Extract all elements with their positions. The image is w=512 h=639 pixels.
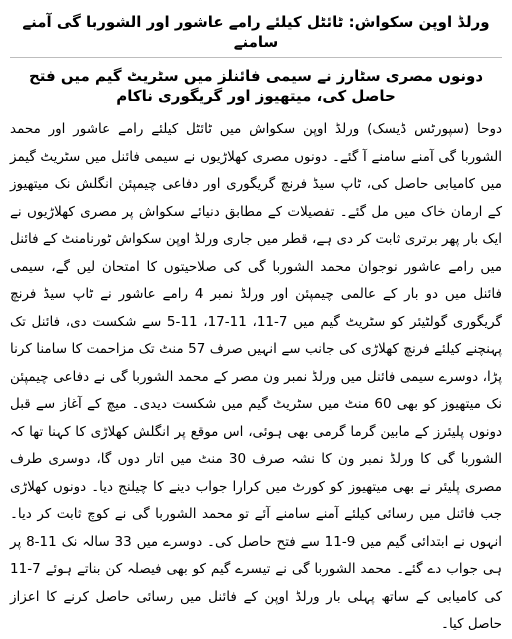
article-body: دوحا (سپورٹس ڈیسک) ورلڈ اوپن سکواش میں ٹائٹل کیلئے رامے عاشور اور محمد الشوربا گی آمنے سامنے آ گئے۔ دونوں مصری کھلاڑیوں نے سیمی فائنل میں سٹریٹ گیمز میں کامیابی حاصل کی، ٹاپ سیڈ فرنچ گریگوری اور دفاعی چیمپئن انگلش نک میتھیوز کے ارمان خاک میں مل گئے۔ تفصیلات کے مطابق دنیائے سکواش پر مصری کھلاڑیوں نے ایک بار پھر برتری ثابت کر دی ہے، قطر میں جاری ورلڈ اوپن سکواش ٹورنامنٹ کے فائنل میں رامے عاشور نوجوان محمد الشوربا گی کی صلاحیتوں کا امتحان لیں گے، سیمی فائنل میں دو بار کے عالمی چیمپئن اور ورلڈ نمبر 4 رامے عاشور نے ٹاپ سیڈ فرنچ گریگوری گولٹیئر کو سٹریٹ گیم میں 7-11، 11-17، 11-5 سے شکست دی، فائنل تک پہنچنے کیلئے فرنچ کھلاڑی کی جانب سے انہیں صرف 57 منٹ تک مزاحمت کا سامنا کرنا پڑا، دوسرے سیمی فائنل میں ورلڈ نمبر ون مصر کے محمد الشوربا گی نے دفاعی چیمپئن نک میتھیوز کو بھی 60 منٹ میں سٹریٹ گیم میں شکست دیدی۔ میچ کے آغاز سے قبل دونوں پلیئرز کے مابین گرما گرمی بھی ہوئی، اس موقع پر انگلش کھلاڑی کا کہنا تھا کہ الشوربا گی کا ورلڈ نمبر ون کا نشہ صرف 30 منٹ میں اتار دوں گا، دوسری طرف مصری پلیئر نے بھی میتھیوز کو کورٹ میں کرارا جواب دینے کا چیلنج دیا۔ دونوں کھلاڑی جب فائنل میں رسائی کیلئے آمنے سامنے آئے تو محمد الشوربا گی نے کوچ ثابت کر دیا۔ انہوں نے ابتدائی گیم میں 9-11 سے فتح حاصل کی۔ دوسرے میں 33 سالہ نک 11-8 پر ہی جواب دے گئے۔ محمد الشوربا گی نے تیسرے گیم کو بھی فیصلہ کن بناتے ہوئے 7-11 کی کامیابی کے ساتھ پہلی بار ورلڈ اوپن کے فائنل میں رسائی حاصل کرنے کا اعزاز حاصل کیا۔	[10, 121, 502, 632]
subheadline: دونوں مصری سٹارز نے سیمی فائنلز میں سٹریٹ گیم میں فتح حاصل کی، میتھیوز اور گریگوری ناکام	[28, 67, 484, 105]
headline: ورلڈ اوپن سکواش: ٹائٹل کیلئے رامے عاشور اور الشوربا گی آمنے سامنے	[10, 12, 502, 58]
